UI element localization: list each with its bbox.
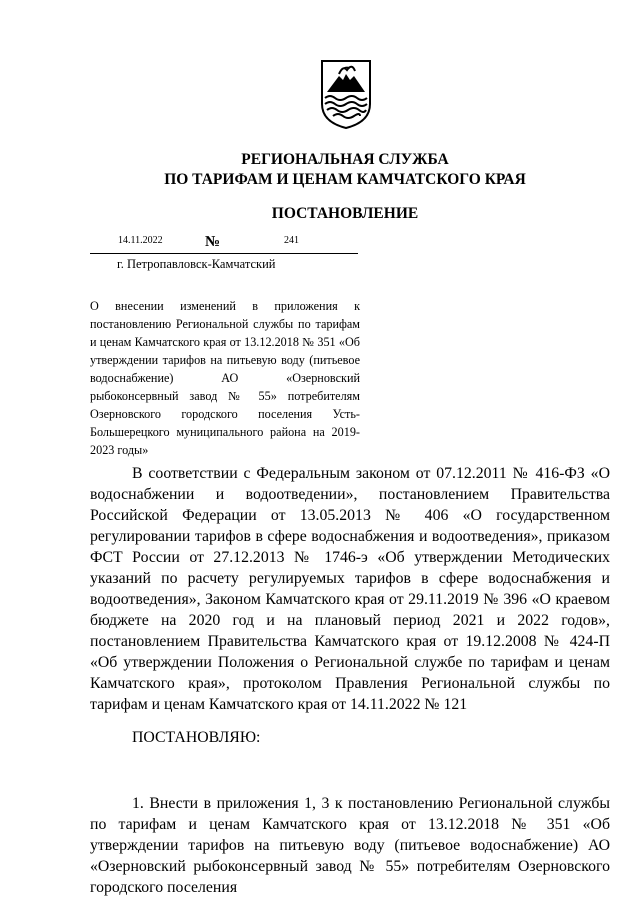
item-1-paragraph: 1. Внести в приложения 1, 3 к постановлению Региональной службы по тарифам и ценам Камчатского края от 13.12.2018 № 351 «Об утверждении тарифов на питьевую воду (питьевое водоснабжение) АО «Озерновский рыбоконсервный завод № 55» потребителям Озерновского городского поселения	[90, 795, 610, 896]
city-name: г. Петропавловск-Камчатский	[117, 257, 276, 271]
org-title-line2: ПО ТАРИФАМ И ЦЕНАМ КАМЧАТСКОГО КРАЯ	[164, 171, 526, 188]
document-subject: О внесении изменений в приложения к постановлению Региональной службы по тарифам и ценам Камчатского края от 13.12.2018 № 351 «Об утверждении тарифов на питьевую воду (питьевое водоснабжение) АО «Озерновский рыбоконсервный завод № 55» потребителям Озерновского городского поселения Усть-Большерецкого муниципального района на 2019-2023 годы»	[90, 299, 360, 457]
decree-word: ПОСТАНОВЛЯЮ:	[132, 729, 261, 746]
org-title-line1: РЕГИОНАЛЬНАЯ СЛУЖБА	[241, 151, 449, 168]
document-number: 241	[284, 235, 299, 246]
document-type: ПОСТАНОВЛЕНИЕ	[271, 205, 419, 222]
number-sign: №	[205, 234, 221, 250]
meta-underline	[90, 253, 358, 254]
preamble-paragraph: В соответствии с Федеральным законом от 07.12.2011 № 416-ФЗ «О водоснабжении и водоотведении», постановлением Правительства Российской Федерации от 13.05.2013 № 406 «О государственном регулировании тарифов в сфере водоснабжения и водоотведения», приказом ФСТ России от 27.12.2013 № 1746-э «Об утверждении Методических указаний по расчету регулируемых тарифов в сфере водоснабжения и водоотведения», Законом Камчатского края от 29.11.2019 № 396 «О краевом бюджете на 2020 год и на плановый период 2021 и 2022 годов», постановлением Правительства Камчатского края от 19.12.2008 № 424-П «Об утверждении Положения о Региональной службе по тарифам и ценам Камчатского края», протоколом Правления Региональной службы по тарифам и ценам Камчатского края от 14.11.2022 № 121	[90, 465, 610, 713]
coat-of-arms-icon	[319, 58, 373, 130]
document-date: 14.11.2022	[118, 235, 163, 246]
